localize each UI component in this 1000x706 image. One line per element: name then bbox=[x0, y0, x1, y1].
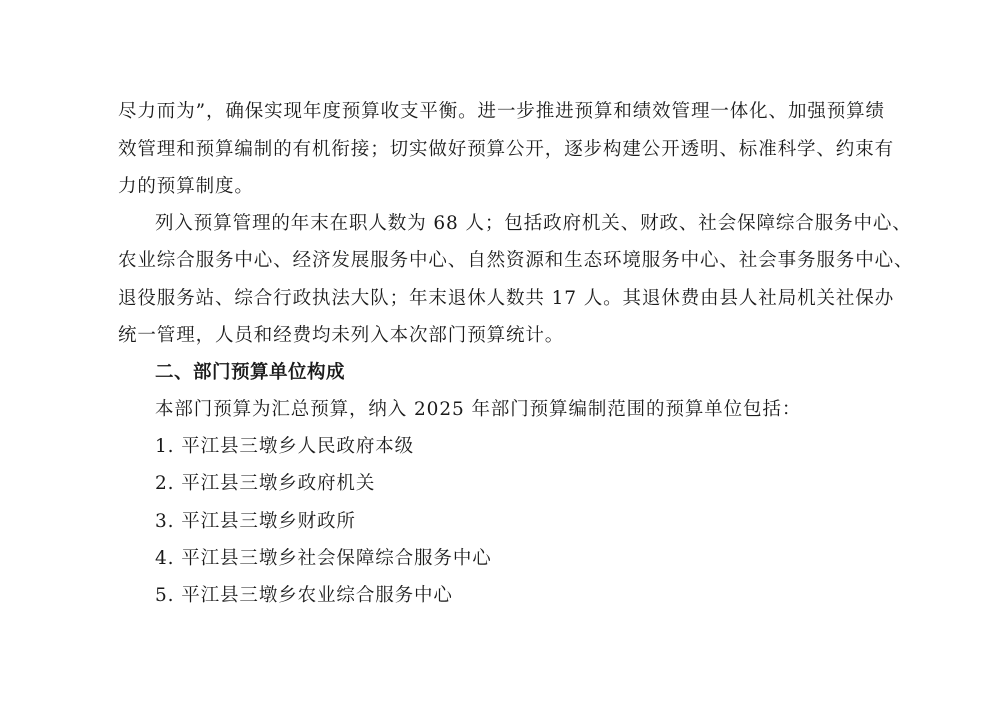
unit-list-item: 5. 平江县三墩乡农业综合服务中心 bbox=[155, 585, 453, 606]
unit-list-item: 1. 平江县三墩乡人民政府本级 bbox=[155, 436, 415, 457]
paragraph-2-line-4: 统一管理，人员和经费均未列入本次部门预算统计。 bbox=[118, 325, 565, 346]
section-heading: 二、部门预算单位构成 bbox=[155, 362, 346, 383]
paragraph-2-line-2: 农业综合服务中心、经济发展服务中心、自然资源和生态环境服务中心、社会事务服务中心、 bbox=[118, 250, 914, 271]
intro-text: 本部门预算为汇总预算，纳入 2025 年部门预算编制范围的预算单位包括： bbox=[155, 399, 802, 420]
unit-list-item: 2. 平江县三墩乡政府机关 bbox=[155, 473, 376, 494]
paragraph-1-line-2: 效管理和预算编制的有机衔接；切实做好预算公开，逐步构建公开透明、标准科学、约束有 bbox=[118, 139, 895, 160]
paragraph-1-line-1: 尽力而为”，确保实现年度预算收支平衡。进一步推进预算和绩效管理一体化、加强预算绩 bbox=[118, 101, 885, 122]
unit-list-item: 3. 平江县三墩乡财政所 bbox=[155, 511, 356, 532]
paragraph-2-line-1: 列入预算管理的年末在职人数为 68 人；包括政府机关、财政、社会保障综合服务中心、 bbox=[155, 213, 912, 234]
paragraph-2-line-3: 退役服务站、综合行政执法大队；年末退休人数共 17 人。其退休费由县人社局机关社保办 bbox=[118, 288, 895, 309]
paragraph-1-line-3: 力的预算制度。 bbox=[118, 176, 254, 197]
unit-list-item: 4. 平江县三墩乡社会保障综合服务中心 bbox=[155, 548, 492, 569]
